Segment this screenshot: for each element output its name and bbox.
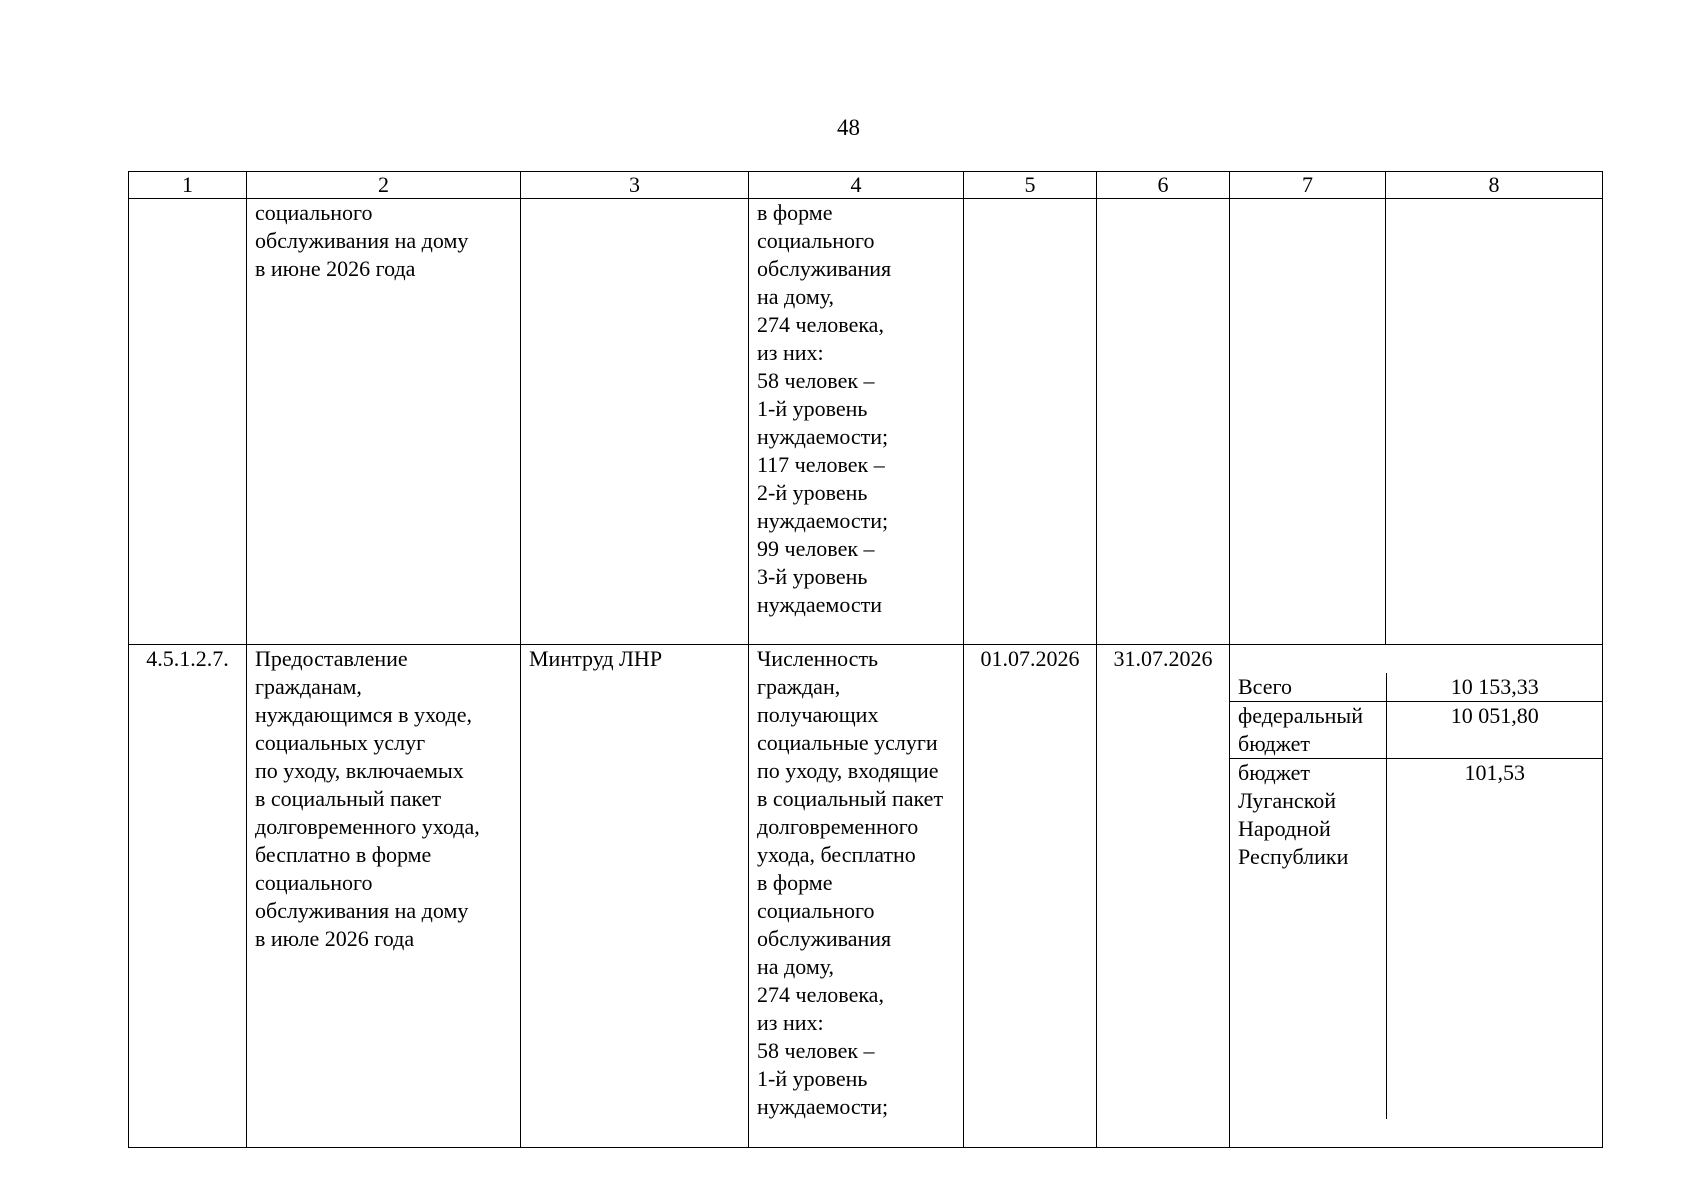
header-cell: 3 — [521, 172, 749, 199]
header-cell: 6 — [1097, 172, 1230, 199]
end-date-cell — [1097, 199, 1230, 645]
end-date-cell: 31.07.2026 — [1097, 645, 1230, 1148]
header-cell: 4 — [749, 172, 964, 199]
funding-amount-cell — [1386, 199, 1603, 645]
funding-row — [1230, 673, 1603, 702]
table-row — [129, 645, 1603, 1148]
funding-amount: 10 153,33 — [1386, 673, 1603, 702]
funding-source: Всего — [1230, 673, 1386, 702]
funding-amount: 101,53 — [1386, 759, 1603, 1120]
header-cell: 2 — [247, 172, 521, 199]
funding-source-cell — [1230, 199, 1386, 645]
header-cell: 7 — [1230, 172, 1386, 199]
activity-name-cell: Предоставление гражданам, нуждающимся в уходе, социальных услуг по уходу, включаемых в социальный пакет долговременного ухода, бесплатно в форме социального обслуживания на дому в июле 2026 года — [247, 645, 521, 1148]
start-date-cell — [964, 199, 1097, 645]
header-cell: 1 — [129, 172, 247, 199]
funding-cell — [1230, 645, 1603, 1148]
result-cell: в форме социального обслуживания на дому, 274 человека, из них: 58 человек – 1-й уровень нуждаемости; 117 человек – 2-й уровень нуждаемости; 99 человек – 3-й уровень нуждаемости — [749, 199, 964, 645]
row-number-cell — [129, 199, 247, 645]
funding-row — [1230, 759, 1603, 1120]
row-number-cell: 4.5.1.2.7. — [129, 645, 247, 1148]
header-cell: 5 — [964, 172, 1097, 199]
funding-amount: 10 051,80 — [1386, 702, 1603, 759]
plan-table — [128, 171, 1603, 1148]
funding-table — [1230, 673, 1603, 1119]
column-number-header — [129, 172, 1603, 199]
table-row — [129, 199, 1603, 645]
funding-source: бюджет Луганской Народной Республики — [1238, 760, 1349, 869]
page-number: 48 — [837, 115, 860, 140]
activity-name-cell: социального обслуживания на дому в июне 2026 года — [247, 199, 521, 645]
funding-row — [1230, 702, 1603, 759]
executor-cell — [521, 199, 749, 645]
start-date-cell: 01.07.2026 — [964, 645, 1097, 1148]
result-cell: Численность граждан, получающих социальные услуги по уходу, входящие в социальный пакет долговременного ухода, бесплатно в форме социального обслуживания на дому, 274 человека, из них: 58 человек – 1-й уровень нуждаемости; — [749, 645, 964, 1148]
funding-source: федеральный бюджет — [1230, 702, 1386, 759]
executor-cell: Минтруд ЛНР — [521, 645, 749, 1148]
header-cell: 8 — [1386, 172, 1603, 199]
